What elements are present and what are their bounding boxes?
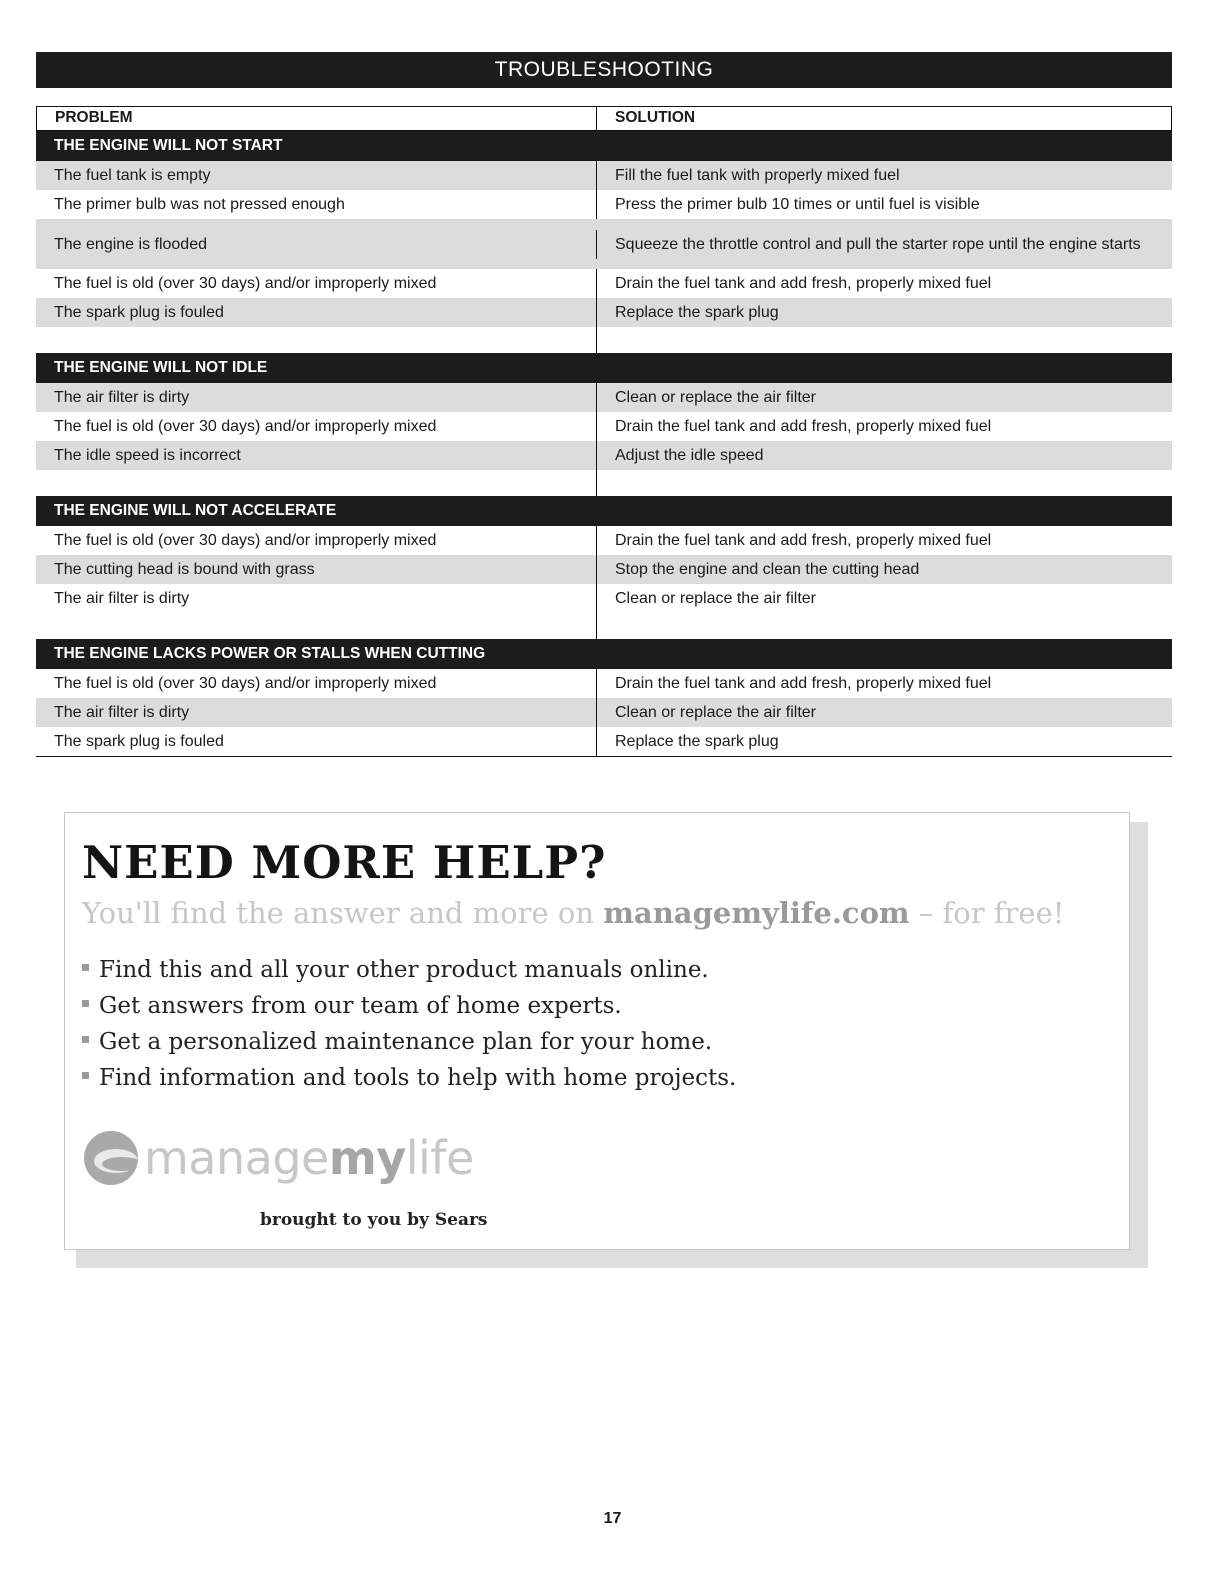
table-row (36, 669, 1172, 698)
section-spacer (36, 613, 1172, 639)
problem-column-header: PROBLEM (37, 107, 597, 130)
spacer-cell (36, 327, 597, 353)
solution-cell: Fill the fuel tank with properly mixed fuel (615, 167, 900, 184)
swirl-logo-icon (84, 1131, 138, 1185)
spacer-cell (36, 470, 597, 496)
bullet-text: Get answers from our team of home experts. (99, 993, 622, 1019)
table-row (36, 441, 1172, 470)
solution-column-header: SOLUTION (615, 109, 696, 126)
section-title: THE ENGINE WILL NOT IDLE (54, 359, 268, 376)
managemylife-logo (84, 1126, 474, 1190)
website-link[interactable]: managemylife.com (603, 896, 910, 930)
table-row (36, 727, 1172, 756)
solution-cell: Drain the fuel tank and add fresh, properly mixed fuel (615, 275, 992, 292)
solution-cell: Stop the engine and clean the cutting head (615, 561, 920, 578)
problem-cell: The fuel is old (over 30 days) and/or improperly mixed (36, 669, 597, 698)
problem-cell: The spark plug is fouled (36, 727, 597, 756)
bullet-text: Find this and all your other product manuals online. (99, 957, 709, 983)
help-tagline (82, 896, 1064, 930)
section-spacer (36, 327, 1172, 353)
table-row (36, 298, 1172, 327)
solution-cell: Drain the fuel tank and add fresh, properly mixed fuel (615, 675, 992, 692)
section-header (36, 639, 1172, 669)
table-row (36, 698, 1172, 727)
byline: brought to you by Sears (260, 1210, 488, 1230)
problem-cell: The air filter is dirty (36, 584, 597, 613)
problem-cell: The fuel tank is empty (36, 161, 597, 190)
solution-cell: Replace the spark plug (615, 733, 779, 750)
table-row (36, 584, 1172, 613)
section-title: THE ENGINE LACKS POWER OR STALLS WHEN CUTTING (54, 645, 486, 662)
table-row (36, 219, 1172, 269)
problem-cell: The air filter is dirty (36, 383, 597, 412)
page-title: TROUBLESHOOTING (36, 52, 1172, 88)
table-row (36, 269, 1172, 298)
tagline-text: You'll find the answer and more on (82, 896, 604, 930)
solution-cell: Squeeze the throttle control and pull the starter rope until the engine starts (615, 235, 1141, 253)
spacer-cell (597, 327, 1172, 353)
table-row (36, 555, 1172, 584)
problem-cell: The fuel is old (over 30 days) and/or improperly mixed (36, 269, 597, 298)
bullet-icon (82, 1000, 89, 1007)
section-header (36, 353, 1172, 383)
section-title: THE ENGINE WILL NOT START (54, 137, 283, 154)
table-row (36, 383, 1172, 412)
solution-cell: Press the primer bulb 10 times or until fuel is visible (615, 196, 980, 213)
spacer-cell (597, 470, 1172, 496)
table-row (36, 190, 1172, 219)
problem-cell: The engine is flooded (36, 230, 597, 259)
table-header-row (36, 106, 1172, 131)
solution-cell: Clean or replace the air filter (615, 704, 816, 721)
spacer-cell (36, 613, 597, 639)
problem-cell: The primer bulb was not pressed enough (36, 190, 597, 219)
spacer-cell (597, 613, 1172, 639)
table-row (36, 412, 1172, 441)
problem-cell: The idle speed is incorrect (36, 441, 597, 470)
tagline-text-end: – for free! (909, 896, 1065, 930)
section-header (36, 131, 1172, 161)
help-bullet-list (82, 952, 736, 1096)
problem-cell: The cutting head is bound with grass (36, 555, 597, 584)
solution-cell: Clean or replace the air filter (615, 389, 816, 406)
problem-cell: The fuel is old (over 30 days) and/or improperly mixed (36, 412, 597, 441)
page-number: 17 (603, 1510, 622, 1527)
bullet-text: Find information and tools to help with home projects. (99, 1065, 737, 1091)
bullet-icon (82, 1036, 89, 1043)
table-row (36, 526, 1172, 555)
table-row (36, 161, 1172, 190)
solution-cell: Drain the fuel tank and add fresh, properly mixed fuel (615, 418, 992, 435)
bullet-icon (82, 1072, 89, 1079)
troubleshooting-table (36, 106, 1172, 757)
help-box-shadow (1130, 822, 1148, 1268)
solution-cell: Replace the spark plug (615, 304, 779, 321)
list-item (82, 952, 736, 988)
list-item (82, 988, 736, 1024)
problem-cell: The spark plug is fouled (36, 298, 597, 327)
problem-cell: The fuel is old (over 30 days) and/or improperly mixed (36, 526, 597, 555)
logo-wordmark: managemylife (144, 1131, 474, 1185)
problem-cell: The air filter is dirty (36, 698, 597, 727)
list-item (82, 1024, 736, 1060)
help-title: NEED MORE HELP? (82, 836, 607, 889)
solution-cell: Clean or replace the air filter (615, 590, 816, 607)
section-title: THE ENGINE WILL NOT ACCELERATE (54, 502, 337, 519)
solution-cell: Adjust the idle speed (615, 447, 764, 464)
section-header (36, 496, 1172, 526)
section-spacer (36, 470, 1172, 496)
list-item (82, 1060, 736, 1096)
solution-cell: Drain the fuel tank and add fresh, properly mixed fuel (615, 532, 992, 549)
bullet-icon (82, 964, 89, 971)
bullet-text: Get a personalized maintenance plan for your home. (99, 1029, 713, 1055)
help-box-shadow (76, 1250, 1148, 1268)
